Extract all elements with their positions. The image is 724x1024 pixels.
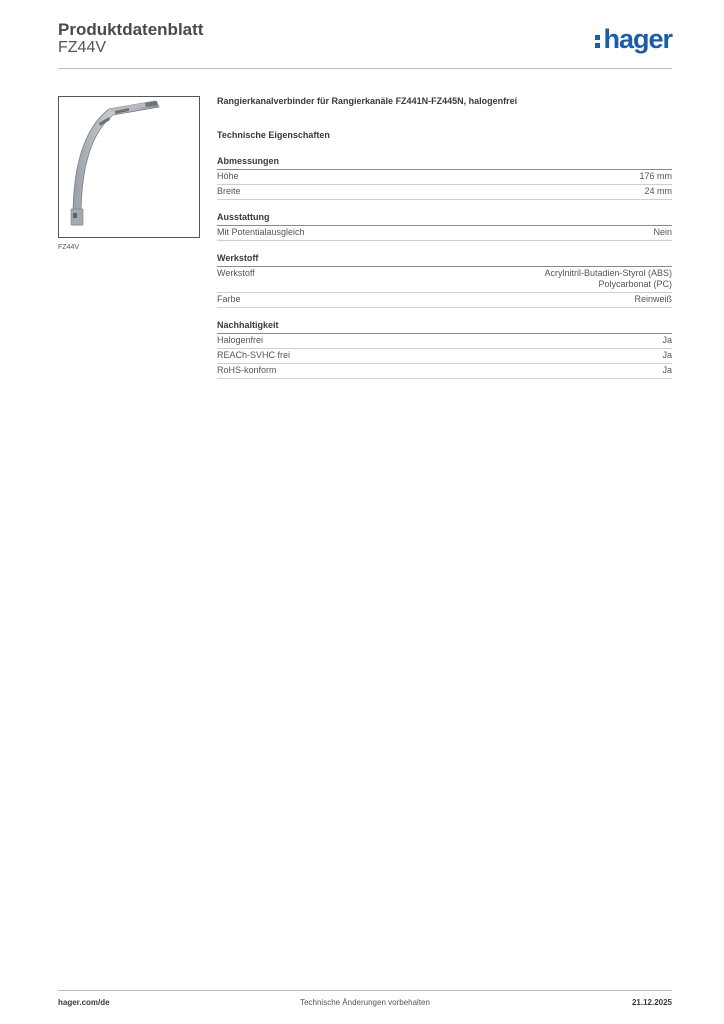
row-value: Ja <box>662 365 672 375</box>
section-ausstattung <box>217 212 672 241</box>
tech-properties-heading: Technische Eigenschaften <box>217 130 330 140</box>
channel-connector-illustration <box>59 97 199 237</box>
section-title: Werkstoff <box>217 253 672 267</box>
table-row <box>217 364 672 379</box>
row-value: 24 mm <box>644 186 672 196</box>
hager-logo <box>595 24 672 54</box>
footer-divider <box>58 990 672 991</box>
footer-website-link[interactable]: hager.com/de <box>58 998 110 1007</box>
table-row <box>217 267 672 293</box>
row-label: Halogenfrei <box>217 335 264 345</box>
row-label: Breite <box>217 186 241 196</box>
product-details <box>217 96 672 379</box>
footer-date: 21.12.2025 <box>631 998 672 1007</box>
table-row <box>217 170 672 185</box>
section-nachhaltigkeit <box>217 320 672 379</box>
table-row <box>217 349 672 364</box>
row-value-multiline <box>544 268 672 290</box>
section-title: Ausstattung <box>217 212 672 226</box>
row-label: RoHS-konform <box>217 365 277 375</box>
table-row <box>217 226 672 241</box>
product-code: FZ44V <box>58 39 107 56</box>
row-value: Nein <box>653 227 672 237</box>
row-label: Mit Potentialausgleich <box>217 227 305 237</box>
document-title: Produktdatenblatt <box>58 20 204 39</box>
section-werkstoff <box>217 253 672 308</box>
footer-disclaimer: Technische Änderungen vorbehalten <box>300 998 430 1007</box>
row-value-2: Polycarbonat (PC) <box>598 279 672 289</box>
row-label: Farbe <box>217 294 241 304</box>
logo-dots-icon <box>595 35 600 48</box>
product-image <box>58 96 200 238</box>
row-value: 176 mm <box>639 171 672 181</box>
product-description: Rangierkanalverbinder für Rangierkanäle FZ441N-FZ445N, halogenfrei <box>217 96 518 106</box>
logo-text: hager <box>603 23 672 54</box>
row-label: REACh-SVHC frei <box>217 350 291 360</box>
table-row <box>217 185 672 200</box>
row-label: Höhe <box>217 171 239 181</box>
row-value: Ja <box>662 335 672 345</box>
page-header <box>58 20 672 70</box>
row-value: Reinweiß <box>634 294 672 304</box>
table-row <box>217 334 672 349</box>
row-value: Ja <box>662 350 672 360</box>
row-value: Acrylnitril-Butadien-Styrol (ABS) <box>544 268 672 278</box>
table-row <box>217 293 672 308</box>
section-abmessungen <box>217 156 672 200</box>
image-caption: FZ44V <box>58 244 80 251</box>
header-divider <box>58 68 672 69</box>
section-title: Abmessungen <box>217 156 672 170</box>
section-title: Nachhaltigkeit <box>217 320 672 334</box>
row-label: Werkstoff <box>217 268 255 278</box>
